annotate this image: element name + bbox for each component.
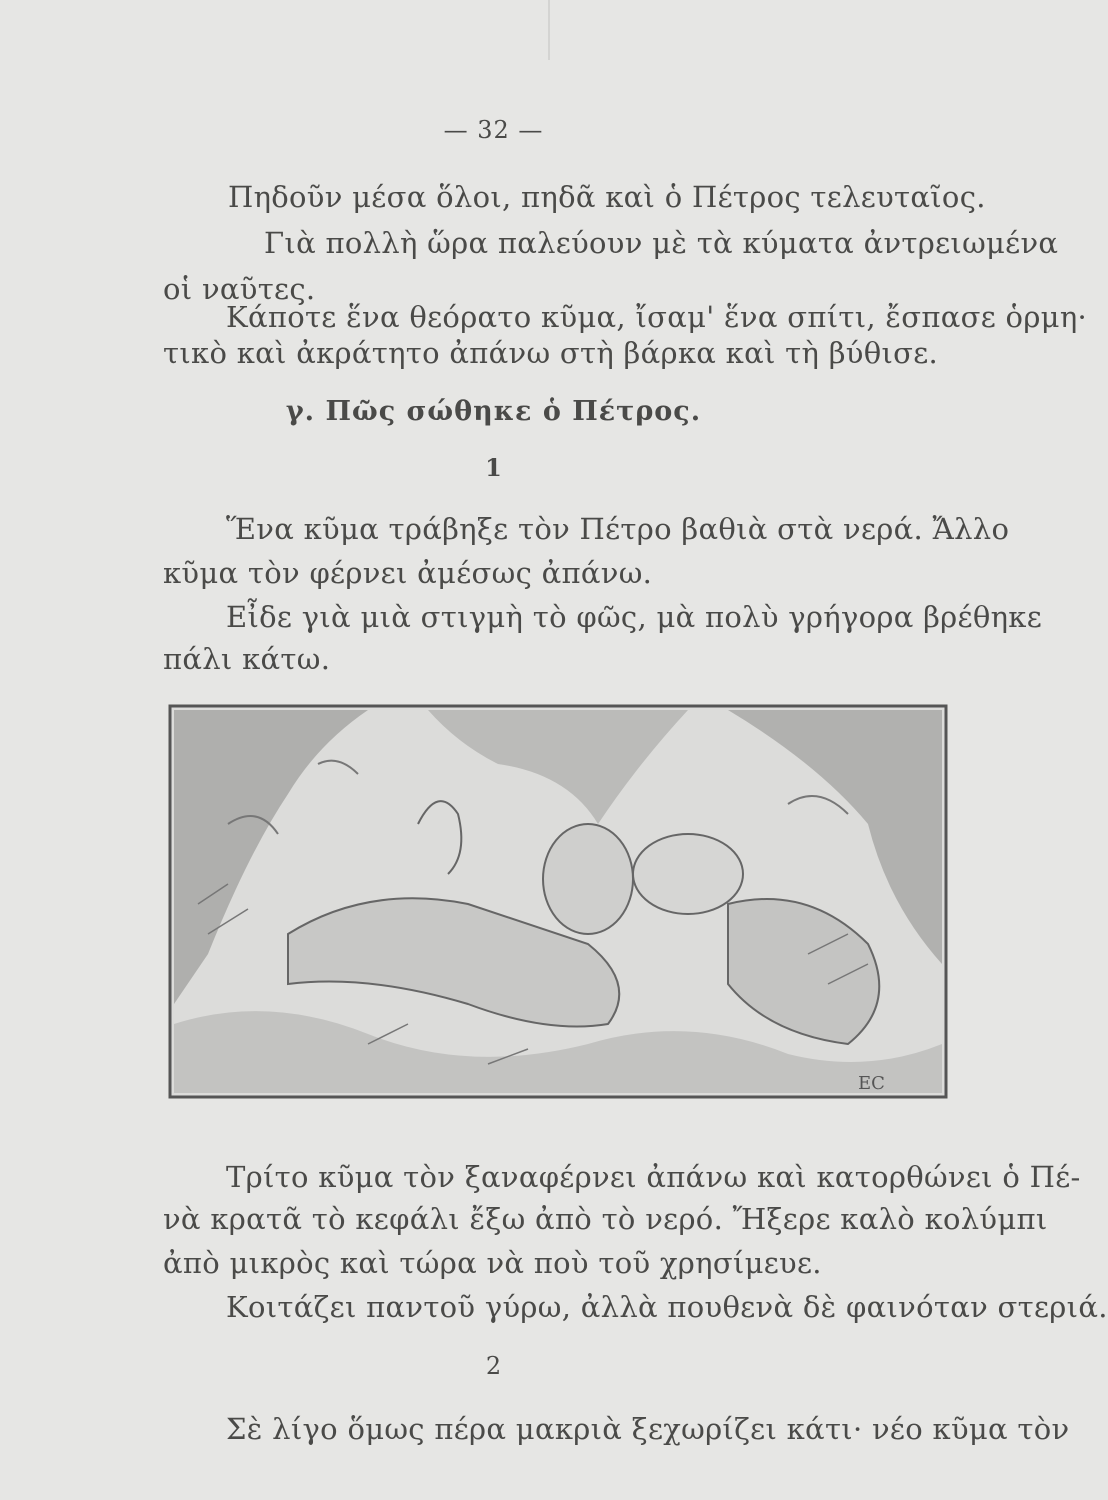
text-line: Κάποτε ἕνα θεόρατο κῦμα, ἴσαμ' ἕνα σπίτι, ἔσπασε ὁρμη· [226, 300, 1088, 334]
text-line: Ἕνα κῦμα τράβηξε τὸν Πέτρο βαθιὰ στὰ νερά. Ἄλλο [226, 512, 1010, 546]
text-line: κῦμα τὸν φέρνει ἀμέσως ἀπάνω. [163, 556, 653, 590]
text-line: Πηδοῦν μέσα ὅλοι, πηδᾶ καὶ ὁ Πέτρος τελευταῖος. [228, 180, 986, 214]
illustration-signature: EC [858, 1073, 885, 1094]
text-line: Κοιτάζει παντοῦ γύρω, ἀλλὰ πουθενὰ δὲ φαινόταν στεριά. [226, 1290, 1108, 1324]
text-line: ἀπὸ μικρὸς καὶ τώρα νὰ ποὺ τοῦ χρησίμευε. [163, 1246, 822, 1280]
text-line: τικὸ καὶ ἀκράτητο ἀπάνω στὴ βάρκα καὶ τὴ βύθισε. [163, 336, 939, 370]
text-line: Εἶδε γιὰ μιὰ στιγμὴ τὸ φῶς, μὰ πολὺ γρήγορα βρέθηκε [226, 600, 1043, 634]
text-line: Τρίτο κῦμα τὸν ξαναφέρνει ἀπάνω καὶ κατορθώνει ὁ Πέ- [226, 1160, 1081, 1194]
text-line: Γιὰ πολλὴ ὥρα παλεύουν μὲ τὰ κύματα ἀντρειωμένα [264, 226, 1059, 260]
section-title: γ. Πῶς σώθηκε ὁ Πέτρος. [285, 396, 702, 427]
text-line: πάλι κάτω. [163, 642, 331, 676]
text-line: νὰ κρατᾶ τὸ κεφάλι ἔξω ἀπὸ τὸ νερό. Ἤξερε καλὸ κολύμπι [163, 1202, 1048, 1236]
page-number: — 32 — [443, 116, 544, 144]
page-fold-shadow [548, 0, 550, 60]
woodcut-illustration [168, 704, 948, 1099]
text-line: Σὲ λίγο ὅμως πέρα μακριὰ ξεχωρίζει κάτι· νέο κῦμα τὸν [226, 1412, 1070, 1446]
section-number: 2 [485, 1352, 502, 1380]
section-number: 1 [485, 453, 502, 482]
text-line: οἱ ναῦτες. [163, 272, 316, 306]
